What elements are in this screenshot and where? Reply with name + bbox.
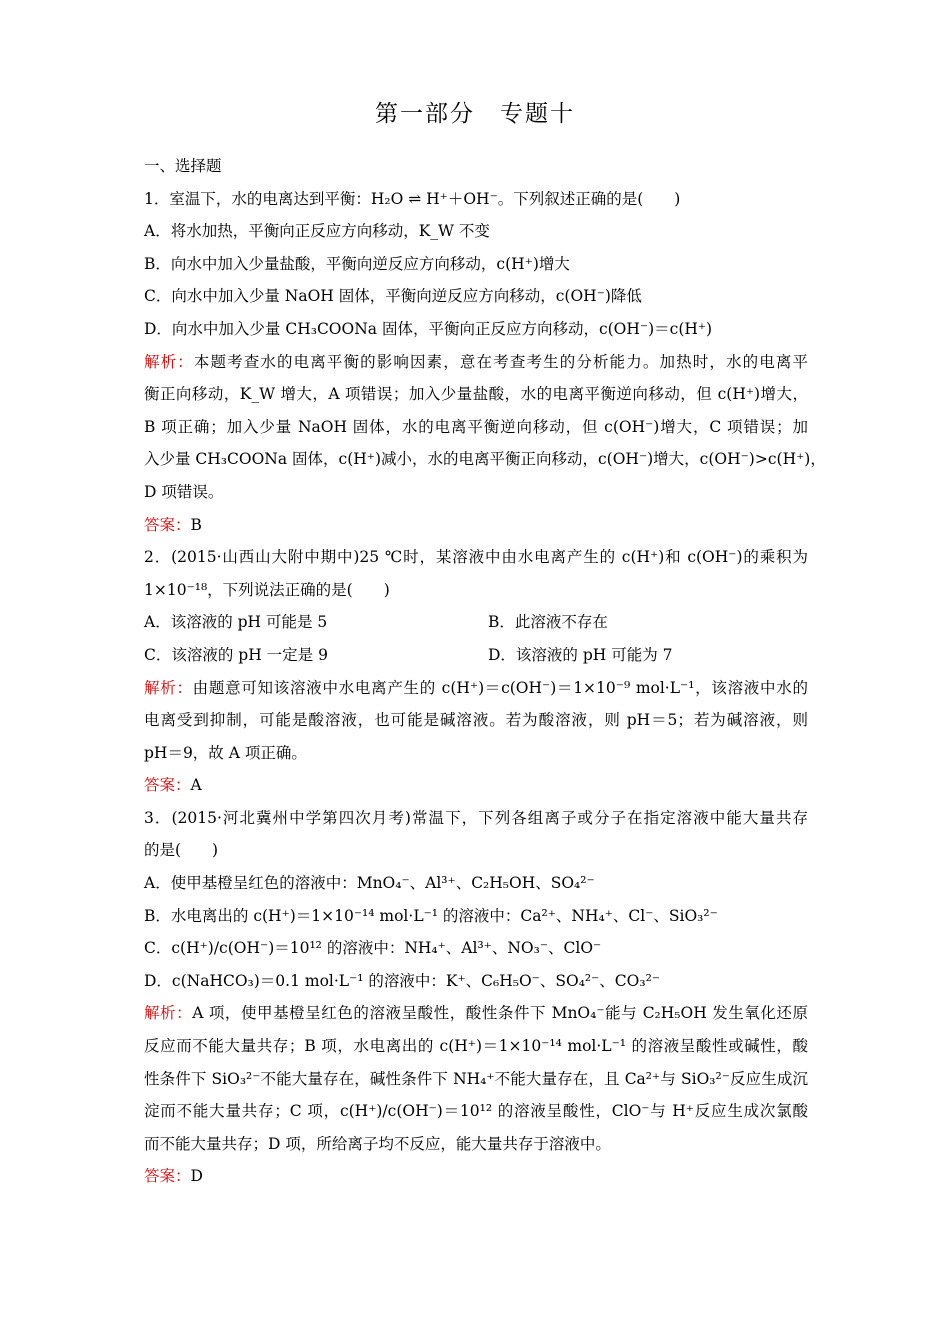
answer-label: 答案：	[144, 515, 191, 534]
question-2-explanation-line: pH＝9，故 A 项正确。	[144, 743, 307, 762]
question-3-answer	[144, 1160, 808, 1193]
question-2-answer	[144, 769, 808, 802]
explanation-text: 本题考查水的电离平衡的影响因素，意在考查考生的分析能力。加热时，水的电离平	[193, 352, 808, 371]
question-3-option-b: B．水电离出的 c(H⁺)＝1×10⁻¹⁴ mol·L⁻¹ 的溶液中：Ca²⁺、NH₄⁺、Cl⁻、SiO₃²⁻	[144, 906, 718, 925]
explanation-label: 解析：	[144, 678, 193, 697]
question-1-option-d: D．向水中加入少量 CH₃COONa 固体，平衡向正反应方向移动，c(OH⁻)＝c(H⁺)	[144, 319, 713, 338]
question-2-option-d: D．该溶液的 pH 可能为 7	[488, 645, 673, 664]
answer-value: D	[190, 1167, 203, 1186]
question-1-option-a: A．将水加热，平衡向正反应方向移动，K_W 不变	[144, 222, 490, 241]
explanation-text: A 项，使甲基橙呈红色的溶液呈酸性，酸性条件下 MnO₄⁻能与 C₂H₅OH 发生氧化还原	[192, 1004, 808, 1023]
question-1-answer	[144, 509, 808, 542]
question-2-options-row	[144, 639, 808, 672]
answer-value: B	[190, 515, 202, 534]
question-3-stem: 3．(2015·河北冀州中学第四次月考)常温下，下列各组离子或分子在指定溶液中能大量共存	[144, 808, 808, 827]
question-3-explanation-line: 淀而不能大量共存；C 项，c(H⁺)/c(OH⁻)＝10¹² 的溶液呈酸性，ClO⁻与 H⁺反应生成次氯酸	[144, 1102, 808, 1121]
question-1-explanation-line: B 项正确；加入少量 NaOH 固体，水的电离平衡逆向移动，但 c(OH⁻)增大，C 项错误；加	[144, 417, 808, 436]
question-1-explanation-line: D 项错误。	[144, 482, 224, 501]
question-1-explanation-line: 衡正向移动，K_W 增大，A 项错误；加入少量盐酸，水的电离平衡逆向移动，但 c(H⁺)增大，	[144, 385, 808, 404]
question-2-options-row	[144, 606, 808, 639]
question-2-explanation-line	[144, 672, 808, 705]
question-2-option-b: B．此溶液不存在	[488, 613, 608, 632]
question-2-stem: 2．(2015·山西山大附中期中)25 ℃时，某溶液中由水电离产生的 c(H⁺)和 c(OH⁻)的乘积为	[144, 548, 808, 567]
explanation-label: 解析：	[144, 352, 194, 371]
answer-value: A	[190, 776, 202, 795]
question-3-option-d: D．c(NaHCO₃)＝0.1 mol·L⁻¹ 的溶液中：K⁺、C₆H₅O⁻、SO₄²⁻、CO₃²⁻	[144, 971, 660, 990]
question-2-option-c: C．该溶液的 pH 一定是 9	[144, 645, 328, 664]
document-body	[144, 150, 826, 1193]
question-3-explanation-line: 性条件下 SiO₃²⁻不能大量存在，碱性条件下 NH₄⁺不能大量存在，且 Ca²⁺与 SiO₃²⁻反应生成沉	[144, 1069, 808, 1088]
answer-label: 答案：	[144, 1167, 191, 1186]
question-1-explanation-line	[144, 346, 808, 379]
question-1-stem: 1．室温下，水的电离达到平衡：H₂O ⇌ H⁺＋OH⁻。下列叙述正确的是( )	[144, 189, 681, 208]
question-1-option-b: B．向水中加入少量盐酸，平衡向逆反应方向移动，c(H⁺)增大	[144, 254, 570, 273]
question-3-stem: 的是( )	[144, 841, 219, 860]
answer-label: 答案：	[144, 776, 191, 795]
question-3-explanation-line: 而不能大量共存；D 项，所给离子均不反应，能大量共存于溶液中。	[144, 1134, 611, 1153]
question-2-stem: 1×10⁻¹⁸，下列说法正确的是( )	[144, 580, 390, 599]
page-title: 第一部分 专题十	[375, 101, 575, 127]
section-heading: 一、选择题	[144, 157, 222, 175]
question-2-explanation-line: 电离受到抑制，可能是酸溶液，也可能是碱溶液。若为酸溶液，则 pH＝5；若为碱溶液，则	[144, 711, 808, 730]
question-3-explanation-line	[144, 997, 808, 1030]
explanation-text: 由题意可知该溶液中水电离产生的 c(H⁺)＝c(OH⁻)＝1×10⁻⁹ mol·L⁻¹，该溶液中水的	[192, 678, 808, 697]
question-1-option-c: C．向水中加入少量 NaOH 固体，平衡向逆反应方向移动，c(OH⁻)降低	[144, 287, 642, 306]
question-1-explanation-line: 入少量 CH₃COONa 固体，c(H⁺)减小，水的电离平衡正向移动，c(OH⁻)增大，c(OH⁻)>c(H⁺)，	[144, 450, 826, 469]
question-3-option-c: C．c(H⁺)/c(OH⁻)＝10¹² 的溶液中：NH₄⁺、Al³⁺、NO₃⁻、ClO⁻	[144, 939, 602, 958]
question-2-option-a: A．该溶液的 pH 可能是 5	[144, 613, 328, 632]
explanation-label: 解析：	[144, 1004, 193, 1023]
question-3-option-a: A．使甲基橙呈红色的溶液中：MnO₄⁻、Al³⁺、C₂H₅OH、SO₄²⁻	[144, 874, 595, 893]
question-3-explanation-line: 反应而不能大量共存；B 项，水电离出的 c(H⁺)＝1×10⁻¹⁴ mol·L⁻¹ 的溶液呈酸性或碱性，酸	[144, 1037, 808, 1056]
